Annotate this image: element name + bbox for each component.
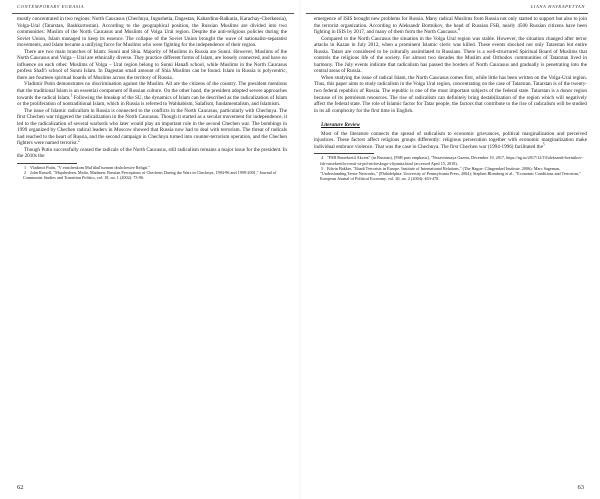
footnote-mark: 1 bbox=[70, 92, 73, 97]
body-paragraph: There are two main branches of Islam: Sunni and Shia. Majority of Muslims in Russia are Sunni. However, Muslims of the North Caucasus and Volga – Ural are ethnically diverse. They practice different forms of Islam, are loosely connected, and have no influence on each other. Muslims of Volga – Ural region belong to Sunni Hanafi school, while Muslims in the North Caucasus profess Shafi'i school of Sunni Islam. In Dagestan small amount of Shia Muslims can be found. Islam in Russia is polycentric, there are fourteen spiritual boards of Muslims across the territory of Russia. bbox=[17, 48, 287, 81]
footnote-mark: 2 bbox=[77, 138, 80, 143]
book-gutter bbox=[299, 0, 301, 499]
page-number-right: 63 bbox=[577, 484, 584, 491]
section-heading: Literature Review bbox=[321, 122, 360, 129]
left-page-column bbox=[17, 16, 287, 181]
footnote-number: 1 bbox=[24, 165, 27, 171]
right-page-column bbox=[314, 16, 587, 181]
body-paragraph: mostly concentrated in two regions: North Caucasus (Chechnya, Ingushetia, Dagestan, Kabardino-Balkaria, Karachay-Cherkessia), Volga-Ural (Tatarstan, Bashkortostan). According to the geographical position, the Russian Muslims are divided into two communities: Muslim of the North Caucasus and Muslims of Volga Ural region. Despite the anti-religious policies during the Soviet Union, Islam managed to keep its essence. The collapse of the Soviet Union brought the wave of nationalist-separatist movements, and Islam became a unifying force for Muslims who were fighting for the independence of their region. bbox=[17, 16, 287, 49]
footnote-mark: 4 bbox=[457, 27, 460, 32]
running-header-right: LIANA HAYRAPETYAN bbox=[530, 4, 585, 9]
header-rule-left bbox=[12, 13, 294, 14]
page-number-left: 62 bbox=[17, 484, 24, 491]
running-header-left: CONTEMPORARY EURASIA bbox=[17, 4, 85, 9]
footnote: 1 Vladimir Putin, "V etnicheskom Mul'tikul'turnom obshchestve Religii." bbox=[17, 165, 287, 170]
footnote: 2 John Russell, "Mujahedeen, Mafia, Madmen: Russian Perceptions of Chechens During the Wars in Chechnya, 1994-96 and 1999-2001," Journal of Communist Studies and Transition Politics, vol. 18, no. 1 (2002): 73-96. bbox=[17, 170, 287, 180]
footnote: 4 "FSB Rassekretil Akcent" (in Russian), [FSB puts emphasis], "Nezavisimaya Gazeta, December 19, 2017, https://ng.ru/2017/12/19/aleksandr-bortnikov-fsb-rassekretilo-rossii-ot-pol-nicheskogo-vliyaniia.html (accessed April 15, 2018). bbox=[314, 155, 587, 165]
footnote-number: 2 bbox=[24, 170, 27, 176]
body-paragraph: Though Putin successfully ceased the radicals of the North Caucasus, still radicalism remains a major issue for the president. In the 2010s the bbox=[17, 146, 287, 160]
footnote-mark: 5 bbox=[542, 142, 545, 147]
header-rule-right bbox=[306, 13, 588, 14]
footnote-number: 4 bbox=[321, 155, 324, 161]
footnote-rule bbox=[314, 153, 374, 154]
body-paragraph: When studying the issue of radical Islam, the North Caucasus comes first, while little has been written on the Volga-Ural region. Thus, this paper aims to study radicalism in the Volga Ural region, concentrating on the case of Tatarstan. Tatarstan is of the twenty-two federal republics of Russia. The republic is one of the most important subjects of the federal state. Tatarstan is a donor region because of its petroleum resources. The rise of radicalism can definitely bring destabilization of the region which will negatively affect the federal state. The role of Islamic factor for Tatar people, the factors that contribute to the rise of radicalism will be studied in its all complexity for the first time in English. bbox=[314, 74, 587, 114]
body-paragraph: Most of the literature connects the spread of radicalism to economic grievances, political marginalization and perceived injustices. These factors affect religious groups differently: religious persecution together with economic marginalization make individual embrace violence. That was the case in Chechnya. The first Chechen war (1994-1996) facilitated the$^5$ bbox=[314, 130, 587, 150]
footnote-number: 5 bbox=[321, 165, 324, 171]
body-paragraph: emergence of ISIS brought new problems for Russia. Many radical Muslims from Russia not only started to support but also to join the terrorist organization. According to Aleksandr Bortnikov, the head of Russian FSB, nearly 4500 Russian citizens have been fighting in ISIS by 2017, and many of them form the North Caucasus.$^4$ bbox=[314, 16, 587, 36]
footnote-rule bbox=[17, 163, 77, 164]
body-paragraph: Compared to the North Caucasus the situation in the Volga Ural region was stable. However, the situation changed after terror attacks in Kazan in July 2012, when a prominent Islamic cleric was killed. These events shocked not only Tatarstan but entire Russia. Tatars are considered to be culturally assimilated to Russians. There is a well-structured Spiritual Board of Muslims that controls the religious life of the society. For almost two decades the Muslim and Orthodox communities of Tatarstan lived in harmony. The July events indicate that radicalism has passed the borders of North Caucasus and gradually is penetrating into the central areas of Russia. bbox=[314, 35, 587, 75]
body-paragraph: Vladimir Putin demonstrates no discrimination against the Muslim. All are the citizens of the country. The president mentions that the traditional Islam is an essential component of Russian culture. On the other hand, the president adopted severe approaches towards the radical Islam.$^1$ Following the breakup of the SU, the dynamics of Islam can be described as the radicalization of Islam or the proliferation of nontraditional Islam, which in Russia is referred to Wahhabism, Salafism, fundamentalism, and Islamism. bbox=[17, 81, 287, 108]
body-paragraph: The issue of Islamic radicalism in Russia is connected to the conflicts in the North Caucasus, particularly with Chechnya. The first Chechen war triggered the radicalization in the North Caucasus. Though it started as a secular movement for independence, it led to the radicalization of several warlords who later would play an important role in the second Chechen war. The bombings in 1999 organized by Chechen radical leaders in Moscow showed that Russia now had to deal with terrorism. The threat of radicals had reached to the heart of Russia, and the second campaign in Chechnya turned into counter-terrorism operation, and the Chechen fighters were named terrorist.$^2$ bbox=[17, 107, 287, 147]
footnote: 5 Edwin Bakker, "Jihadi Terrorists in Europe. Institute of International Relations," (The Hague: Clingendael Institute, 2006); Marc Sageman, "Understanding Terror Networks," (Philadelphia: University of Pennsylvania Press, 2004); Stephen Blomberg et al., "Economic Conditions and Terrorism," European Journal of Political Economy, vol. 20, no. 2 (2004): 463-478. bbox=[314, 166, 587, 182]
